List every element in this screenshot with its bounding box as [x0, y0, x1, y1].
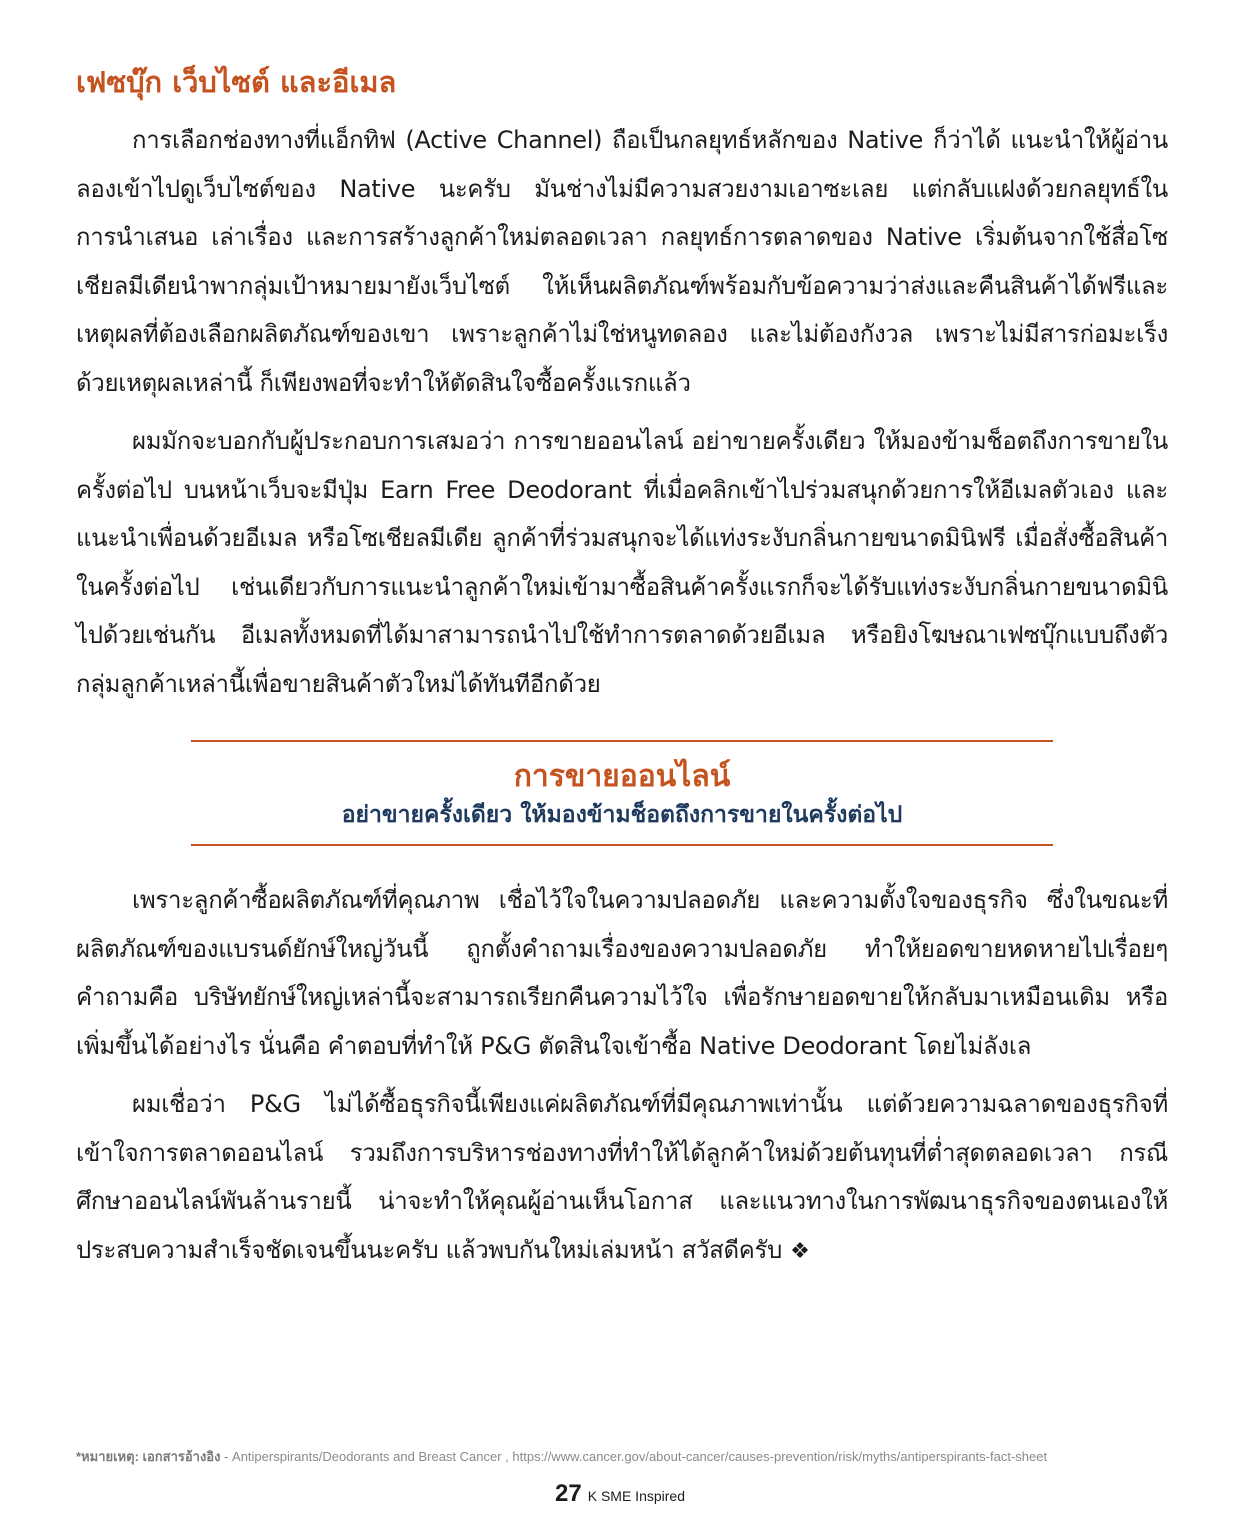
pull-quote-title: การขายออนไลน์ [513, 759, 731, 794]
paragraph-earn-free-deodorant: ผมมักจะบอกกับผู้ประกอบการเสมอว่า การขายออนไลน์ อย่าขายครั้งเดียว ให้มองข้ามช็อตถึงการขายในครั้งต่อไป บนหน้าเว็บจะมีปุ่ม Earn Free Deodorant ที่เมื่อคลิกเข้าไปร่วมสนุกด้วยการให้อีเมลตัวเอง และแนะนำเพื่อนด้วยอีเมล หรือโซเชียลมีเดีย ลูกค้าที่ร่วมสนุกจะได้แท่งระงับกลิ่นกายขนาดมินิฟรี เมื่อสั่งซื้อสินค้าในครั้งต่อไป เช่นเดียวกับการแนะนำลูกค้าใหม่เข้ามาซื้อสินค้าครั้งแรกก็จะได้รับแท่งระงับกลิ่นกายขนาดมินิไปด้วยเช่นกัน อีเมลทั้งหมดที่ได้มาสามารถนำไปใช้ทำการตลาดด้วยอีเมล หรือยิงโฆษณาเฟซบุ๊กแบบถึงตัวกลุ่มลูกค้าเหล่านี้เพื่อขายสินค้าตัวใหม่ได้ทันทีอีกด้วย [76, 427, 1168, 698]
footnote [76, 1448, 1168, 1466]
page-footer [0, 1480, 1240, 1508]
page-number: 27 [555, 1480, 582, 1507]
footnote-reference: - Antiperspirants/Deodorants and Breast Cancer , https://www.cancer.gov/about-cancer/causes-prevention/risk/myths/antiperspirants-fact-sheet [220, 1449, 1048, 1464]
end-of-article-icon: ❖ [790, 1238, 810, 1264]
section-heading: เฟซบุ๊ก เว็บไซต์ และอีเมล [76, 65, 397, 99]
publication-name: K SME Inspired [587, 1488, 685, 1504]
pull-quote-subtitle: อย่าขายครั้งเดียว ให้มองข้ามช็อตถึงการขายในครั้งต่อไป [341, 802, 903, 828]
paragraph-conclusion [76, 1080, 1168, 1276]
paragraph-trust: เพราะลูกค้าซื้อผลิตภัณฑ์ที่คุณภาพ เชื่อไว้ใจในความปลอดภัย และความตั้งใจของธุรกิจ ซึ่งในขณะที่ผลิตภัณฑ์ของแบรนด์ยักษ์ใหญ่วันนี้ ถูกตั้งคำถามเรื่องของความปลอดภัย ทำให้ยอดขายหดหายไปเรื่อยๆ คำถามคือ บริษัทยักษ์ใหญ่เหล่านี้จะสามารถเรียกคืนความไว้ใจ เพื่อรักษายอดขายให้กลับมาเหมือนเดิม หรือเพิ่มขึ้นได้อย่างไร นั่นคือ คำตอบที่ทำให้ P&G ตัดสินใจเข้าซื้อ Native Deodorant โดยไม่ลังเล [76, 886, 1168, 1060]
pull-quote [191, 740, 1053, 846]
paragraph-conclusion-text: ผมเชื่อว่า P&G ไม่ได้ซื้อธุรกิจนี้เพียงแค่ผลิตภัณฑ์ที่มีคุณภาพเท่านั้น แต่ด้วยความฉลาดของธุรกิจที่เข้าใจการตลาดออนไลน์ รวมถึงการบริหารช่องทางที่ทำให้ได้ลูกค้าใหม่ด้วยต้นทุนที่ต่ำสุดตลอดเวลา กรณีศึกษาออนไลน์พันล้านรายนี้ น่าจะทำให้คุณผู้อ่านเห็นโอกาส และแนวทางในการพัฒนาธุรกิจของตนเองให้ประสบความสำเร็จชัดเจนขึ้นนะครับ แล้วพบกันใหม่เล่มหน้า สวัสดีครับ [76, 1090, 1168, 1264]
article-body [76, 50, 1168, 1276]
paragraph-active-channel: การเลือกช่องทางที่แอ็กทิฟ (Active Channel) ถือเป็นกลยุทธ์หลักของ Native ก็ว่าได้ แนะนำให้ผู้อ่านลองเข้าไปดูเว็บไซต์ของ Native นะครับ มันช่างไม่มีความสวยงามเอาซะเลย แต่กลับแฝงด้วยกลยุทธ์ในการนำเสนอ เล่าเรื่อง และการสร้างลูกค้าใหม่ตลอดเวลา กลยุทธ์การตลาดของ Native เริ่มต้นจากใช้สื่อโซเชียลมีเดียนำพากลุ่มเป้าหมายมายังเว็บไซต์ ให้เห็นผลิตภัณฑ์พร้อมกับข้อความว่าส่งและคืนสินค้าได้ฟรีและเหตุผลที่ต้องเลือกผลิตภัณฑ์ของเขา เพราะลูกค้าไม่ใช่หนูทดลอง และไม่ต้องกังวล เพราะไม่มีสารก่อมะเร็ง ด้วยเหตุผลเหล่านี้ ก็เพียงพอที่จะทำให้ตัดสินใจซื้อครั้งแรกแล้ว [76, 126, 1168, 397]
footnote-label: *หมายเหตุ: เอกสารอ้างอิง [76, 1449, 221, 1464]
